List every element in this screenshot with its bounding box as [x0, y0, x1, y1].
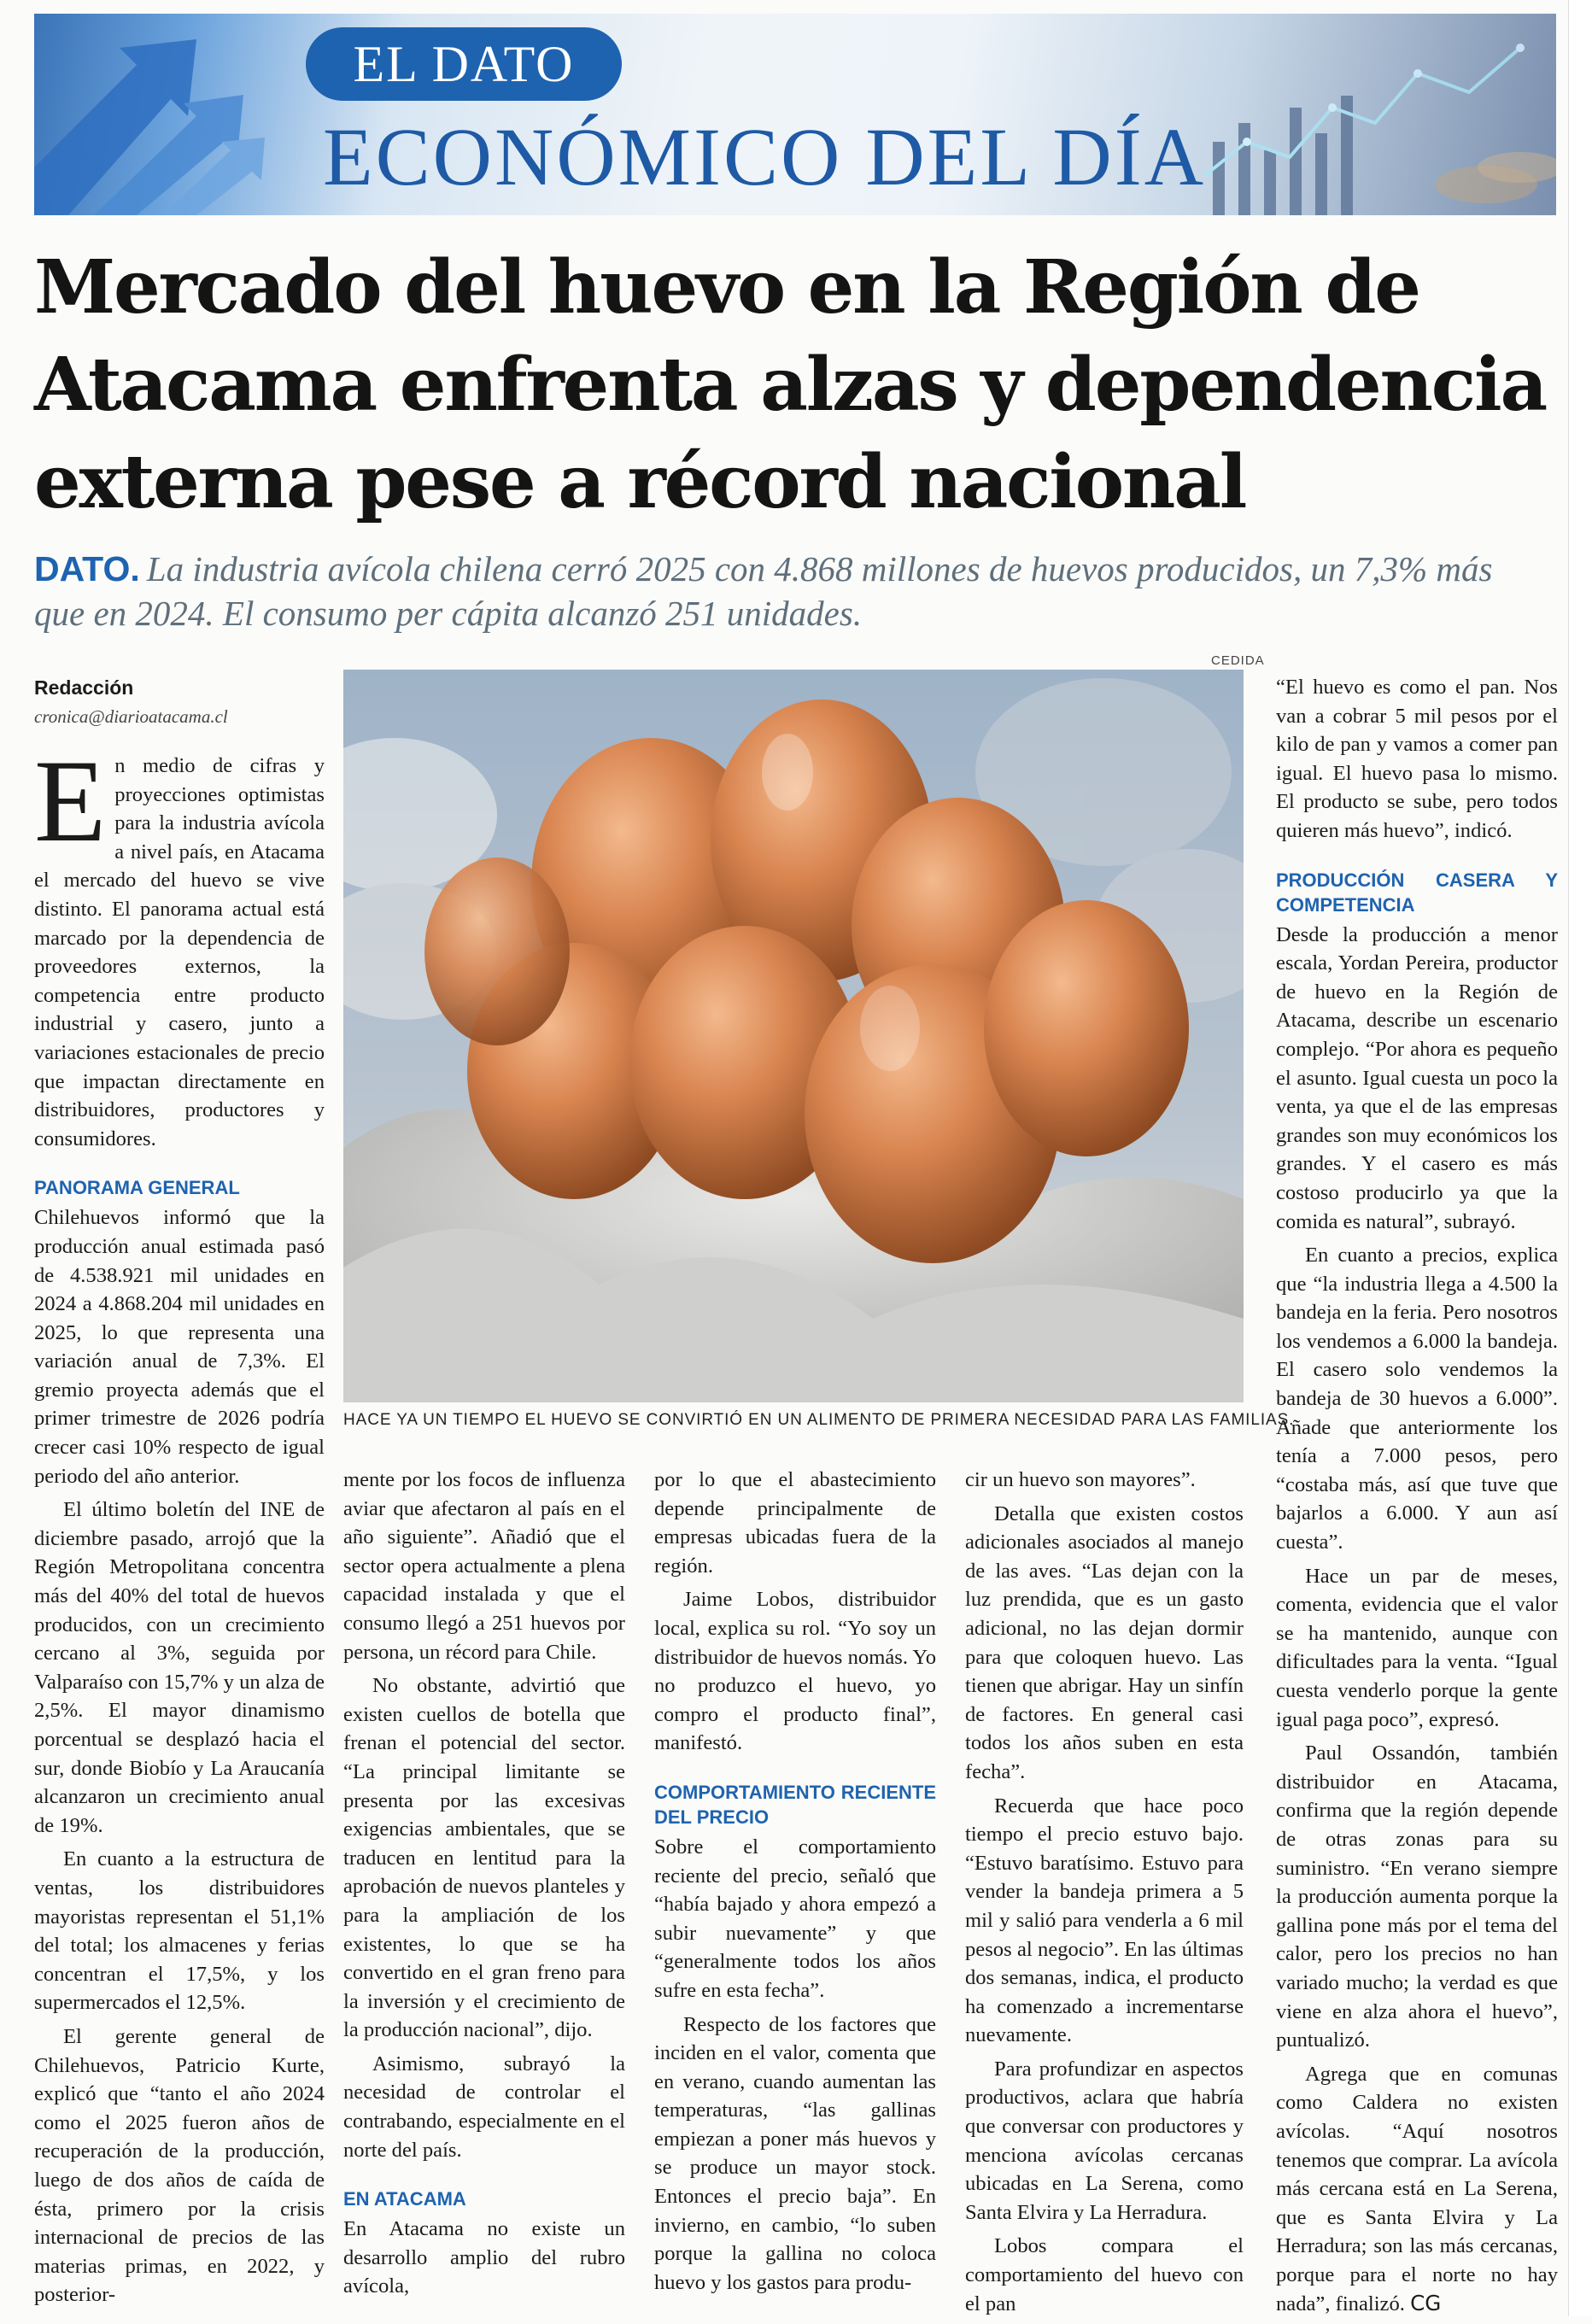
paragraph-intro [34, 735, 325, 1153]
paragraph: cir un huevo son mayores”. [965, 1468, 1196, 1491]
end-mark-icon: CG [1410, 2291, 1442, 2316]
paragraph: Detalla que existen costos adicionales asociados al manejo de las aves. “Las dejan con la luz prendida, que es un gasto adicional, no las dejan dormir para que coloquen huevo. Las tienen que abrigar. Hay un sinfín de factores. En general casi todos los años suben en esta fecha”. [965, 1502, 1244, 1783]
paragraph-final-text: Agrega que en comunas como Caldera no existen avícolas. “Aquí nosotros tenemos que comprar. La avícola más cercana está en La Serena, que es Santa Elvira y La Herradura; son las más cercanas, porque para el norte no hay nada”, finalizó. [1276, 2062, 1558, 2316]
eggs-photo [343, 670, 1244, 1402]
paragraph: Recuerda que hace poco tiempo el precio estuvo bajo. “Estuvo baratísimo. Estuvo para vender la bandeja primera a 5 mil y salió para venderla a 6 mil pesos al negocio”. En las últimas dos semanas, indica, el producto ha comenzado a incrementarse nuevamente. [965, 1794, 1244, 2047]
paragraph: “El huevo es como el pan. Nos van a cobrar 5 mil pesos por el kilo de pan y vamos a comer pan igual. El huevo pasa lo mismo. El producto se sube, pero todos quieren más huevo”, indicó. [1276, 676, 1558, 842]
paragraph: mente por los focos de influenza aviar que afectaron al país en el año siguiente”. Añadió que el sector opera actualmente a plena capacidad instalada y que el consumo llegó a 251 huevos por persona, un récord para Chile. [343, 1468, 625, 1664]
paragraph: El último boletín del INE de diciembre pasado, arrojó que la Región Metropolitana concentra más del 40% del total de huevos producidos, con un crecimiento cercano al 3%, seguida por Valparaíso con 15,7% y un alza de 2,5%. El mayor dinamismo porcentual se desplazó hacia el sur, donde Biobío y La Araucanía alcanzaron un crecimiento anual de 19%. [34, 1498, 325, 1837]
paragraph: En cuanto a precios, explica que “la industria llega a 4.500 la bandeja en la feria. Pero nosotros los vendemos a 6.000 la bandeja. El casero solo vendemos la bandeja de 30 huevos a 6.000”. Añade que anteriormente los tenía a 7.000 pesos, pero “costaba más, así que tuve que bajarlos a 6.000. Y aun así cuesta”. [1276, 1244, 1558, 1554]
column-4 [965, 1466, 1244, 2323]
section-subtitle: ECONÓMICO DEL DÍA [323, 111, 1207, 202]
paragraph: Para profundizar en aspectos productivos, aclara que habría que conversar con productores y menciona avícolas cercanas ubicadas en La Serena, como Santa Elvira y La Herradura. [965, 2057, 1244, 2224]
byline-name: Redacción [34, 676, 134, 699]
paragraph: El gerente general de Chilehuevos, Patricio Kurte, explicó que “tanto el año 2024 como el 2025 fueron años de recuperación de la producción, luego de dos años de caída de ésta, primero por la crisis internacional de precios de las materias primas, en 2022, y posterior- [34, 2024, 325, 2307]
paragraph: Jaime Lobos, distribuidor local, explica su rol. “Yo soy un distribuidor de huevos nomás. Yo no produzco el huevo, yo compro el producto final”, manifestó. [654, 1588, 936, 1755]
eggs-illustration [343, 670, 1244, 1402]
photo-caption: HACE YA UN TIEMPO EL HUEVO SE CONVIRTIÓ EN UN ALIMENTO DE PRIMERA NECESIDAD PARA LAS FAMILIAS. [343, 1411, 1295, 1429]
paragraph: No obstante, advirtió que existen cuellos de botella que frenan el potencial del sector. “La principal limitante se presenta por las excesivas exigencias ambientales, que se traducen en lentitud para la aprobación de nuevos planteles y para la ampliación de los existentes, lo que se ha convertido en el gran freno para la inversión y el crecimiento de la producción nacional”, dijo. [343, 1674, 625, 2042]
column-5 [1276, 673, 1558, 2324]
photo-credit: CEDIDA [1211, 653, 1265, 668]
paragraph: En cuanto a la estructura de ventas, los distribuidores mayoristas representan el 51,1% del total; los almacenes y ferias concentran el 17,5%, y los supermercados el 12,5%. [34, 1847, 325, 2015]
drop-cap: E [34, 735, 107, 866]
subhead-atacama: EN ATACAMA [343, 2188, 466, 2210]
byline [34, 676, 325, 728]
paragraph: Respecto de los factores que inciden en el valor, comenta que en verano, cuando aumentan las temperaturas, “las gallinas empiezan a poner más huevos y se produce un mayor stock. Entonces el precio baja”. En invierno, en cambio, “lo suben porque la gallina no coloca huevo y los gastos para produ- [654, 2012, 936, 2294]
subhead-produccion: PRODUCCIÓN CASERA Y COMPETENCIA [1276, 869, 1558, 916]
headline: Mercado del huevo en la Región de Atacama enfrenta alzas y dependencia externa pese a récord nacional [34, 244, 1546, 525]
section-tag: EL DATO [353, 36, 575, 92]
paragraph: Chilehuevos informó que la producción anual estimada pasó de 4.538.921 mil unidades en 2024 a 4.868.204 mil unidades en 2025, lo que representa una variación anual de 7,3%. El gremio proyecta además que el primer trimestre de 2026 podría crecer casi 10% respecto de igual periodo del año anterior. [34, 1206, 325, 1488]
paragraph-intro-text: n medio de cifras y proyecciones optimistas para la industria avícola a nivel país, en Atacama el mercado del huevo se vive distinto. El panorama actual está marcado por la dependencia de proveedores externos, la competencia entre producto industrial y casero, junto a variaciones estacionales de precio que impactan directamente en distribuidores, productores y consumidores. [34, 754, 325, 1150]
paragraph: Asimismo, subrayó la necesidad de controlar el contrabando, especialmente en el norte del país. [343, 2052, 625, 2162]
byline-email: cronica@diarioatacama.cl [34, 706, 228, 727]
paragraph: por lo que el abastecimiento depende principalmente de empresas ubicadas fuera de la región. [654, 1468, 936, 1578]
lead-text: La industria avícola chilena cerró 2025 con 4.868 millones de huevos producidos, un 7,3% más que en 2024. El consumo per cápita alcanzó 251 unidades. [34, 549, 1493, 633]
subhead-comportamiento: COMPORTAMIENTO RECIENTE DEL PRECIO [654, 1781, 936, 1828]
paragraph: Desde la producción a menor escala, Yordan Pereira, productor de huevo en la Región de Atacama, describe un escenario complejo. “Por ahora es pequeño el asunto. Igual cuesta un poco la venta, ya que el de las empresas grandes son muy económicos los grandes. Y el casero es más costoso producirlo ya que la comida es natural”, subrayó. [1276, 922, 1558, 1233]
column-1 [34, 735, 325, 2315]
section-banner [34, 14, 1556, 215]
paragraph: Hace un par de meses, comenta, evidencia que el valor se ha mantenido, aunque con dificultades para la venta. “Igual cuesta venderlo porque la gente igual paga poco”, expresó. [1276, 1564, 1558, 1731]
lead-paragraph [34, 547, 1537, 635]
paragraph: Lobos compara el comportamiento del huevo con el pan [965, 2234, 1244, 2315]
paragraph: Paul Ossandón, también distribuidor en Atacama, confirma que la región depende de otras zonas para su suministro. “En verano siempre la producción aumenta porque la gallina pone más por el tema del calor, pero los precios no han variado mucho; la verdad es que viene en alza ahora el huevo”, puntualizó. [1276, 1742, 1558, 2052]
subhead-panorama: PANORAMA GENERAL [34, 1177, 240, 1199]
paragraph: Sobre el comportamiento reciente del precio, señaló que “había bajado y ahora empezó a subir nuevamente” y que “generalmente todos los años sufre en esta fecha”. [654, 1835, 936, 2002]
column-3 [654, 1466, 936, 2302]
section-tag-pill [306, 27, 622, 101]
lead-tag: DATO. [34, 549, 140, 588]
column-2 [343, 1466, 625, 2306]
adjacent-page-edge [1568, 0, 1592, 2316]
paragraph [1276, 2060, 1558, 2319]
paragraph: En Atacama no existe un desarrollo amplio del rubro avícola, [343, 2217, 625, 2298]
